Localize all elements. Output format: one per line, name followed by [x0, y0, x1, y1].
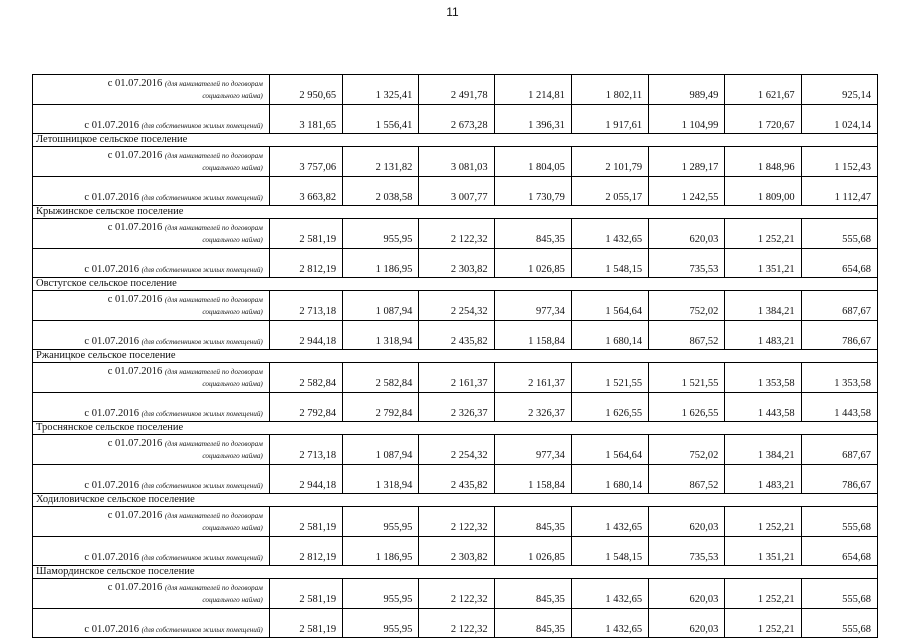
tariff-value: 620,03 [649, 507, 725, 537]
tariff-value: 555,68 [801, 507, 877, 537]
tenants-row-label [33, 147, 270, 177]
section-title: Шамординское сельское поселение [33, 566, 878, 579]
owners-row [33, 537, 878, 566]
tenants-note-a: (для нанимателей по договорам [164, 151, 263, 160]
owners-row [33, 105, 878, 134]
tariff-value: 2 326,37 [494, 393, 571, 422]
tariff-value: 845,35 [494, 507, 571, 537]
tariff-value: 2 131,82 [343, 147, 419, 177]
tariff-value: 1 318,94 [343, 465, 419, 494]
tariff-value: 1 802,11 [571, 75, 648, 105]
tariff-value: 989,49 [649, 75, 725, 105]
tariff-value: 2 944,18 [269, 465, 342, 494]
tariff-value: 2 101,79 [571, 147, 648, 177]
tenants-row-label [33, 435, 270, 465]
owners-row [33, 465, 878, 494]
tariff-value: 2 812,19 [269, 537, 342, 566]
tenants-date: с 01.07.2016 [107, 581, 163, 593]
section-title: Ходиловичское сельское поселение [33, 494, 878, 507]
tariff-value: 845,35 [494, 219, 571, 249]
section-row [33, 206, 878, 219]
tariff-value: 1 917,61 [571, 105, 648, 134]
tariff-value: 752,02 [649, 435, 725, 465]
tariff-value: 1 384,21 [725, 435, 801, 465]
tariff-value: 1 252,21 [725, 609, 801, 638]
tenants-note-a: (для нанимателей по договорам [164, 295, 263, 304]
tariff-value: 2 950,65 [269, 75, 342, 105]
tariff-value: 845,35 [494, 609, 571, 638]
owners-row-label [33, 105, 270, 134]
owners-note: (для собственников жилых помещений) [141, 482, 263, 490]
tariff-value: 1 521,55 [649, 363, 725, 393]
tariff-value: 1 432,65 [571, 609, 648, 638]
tariff-value: 1 252,21 [725, 507, 801, 537]
tenants-row [33, 75, 878, 105]
tenants-date: с 01.07.2016 [107, 77, 163, 89]
owners-note: (для собственников жилых помещений) [141, 410, 263, 418]
owners-row-label [33, 393, 270, 422]
tariff-value: 2 161,37 [419, 363, 494, 393]
tariff-value: 1 026,85 [494, 249, 571, 278]
owners-row [33, 177, 878, 206]
tenants-row-label [33, 363, 270, 393]
tariff-value: 1 396,31 [494, 105, 571, 134]
tariff-value: 1 483,21 [725, 321, 801, 350]
owners-note: (для собственников жилых помещений) [141, 266, 263, 274]
tariff-value: 1 809,00 [725, 177, 801, 206]
tariff-value: 1 680,14 [571, 465, 648, 494]
tariff-value: 955,95 [343, 609, 419, 638]
tariff-value: 735,53 [649, 249, 725, 278]
tariff-value: 1 242,55 [649, 177, 725, 206]
tariff-value: 555,68 [801, 219, 877, 249]
owners-row-label [33, 537, 270, 566]
tariff-value: 2 491,78 [419, 75, 494, 105]
owners-note: (для собственников жилых помещений) [141, 338, 263, 346]
tariff-table [32, 74, 878, 638]
tariff-value: 1 152,43 [801, 147, 877, 177]
tariff-value: 1 432,65 [571, 219, 648, 249]
tariff-value: 2 792,84 [343, 393, 419, 422]
section-row [33, 494, 878, 507]
owners-row [33, 249, 878, 278]
tariff-value: 2 435,82 [419, 321, 494, 350]
tariff-value: 1 680,14 [571, 321, 648, 350]
tenants-row [33, 363, 878, 393]
tariff-value: 1 104,99 [649, 105, 725, 134]
tenants-row [33, 147, 878, 177]
tariff-value: 1 384,21 [725, 291, 801, 321]
owners-row-label [33, 177, 270, 206]
tariff-value: 977,34 [494, 435, 571, 465]
tariff-value: 1 556,41 [343, 105, 419, 134]
tariff-value: 867,52 [649, 321, 725, 350]
tariff-value: 735,53 [649, 537, 725, 566]
owners-note: (для собственников жилых помещений) [141, 194, 263, 202]
section-row [33, 134, 878, 147]
tenants-note-a: (для нанимателей по договорам [164, 223, 263, 232]
tariff-value: 2 812,19 [269, 249, 342, 278]
tariff-value: 2 713,18 [269, 435, 342, 465]
tariff-value: 2 254,32 [419, 291, 494, 321]
owners-row [33, 321, 878, 350]
tariff-value: 1 626,55 [649, 393, 725, 422]
tenants-date: с 01.07.2016 [107, 293, 163, 305]
owners-date: с 01.07.2016 [84, 336, 139, 347]
tenants-date: с 01.07.2016 [107, 365, 163, 377]
tariff-value: 1 720,67 [725, 105, 801, 134]
owners-note: (для собственников жилых помещений) [141, 554, 263, 562]
tariff-value: 2 792,84 [269, 393, 342, 422]
tariff-value: 1 548,15 [571, 537, 648, 566]
tenants-date: с 01.07.2016 [107, 509, 163, 521]
tariff-value: 2 122,32 [419, 609, 494, 638]
tariff-value: 1 443,58 [801, 393, 877, 422]
tariff-value: 1 432,65 [571, 579, 648, 609]
tenants-note-b: социального найма) [202, 235, 263, 244]
owners-date: с 01.07.2016 [84, 624, 139, 635]
tariff-value: 1 112,47 [801, 177, 877, 206]
tenants-note-b: социального найма) [202, 379, 263, 388]
tenants-row [33, 219, 878, 249]
section-row [33, 566, 878, 579]
tenants-row [33, 435, 878, 465]
tenants-date: с 01.07.2016 [107, 437, 163, 449]
tariff-value: 955,95 [343, 507, 419, 537]
tariff-value: 925,14 [801, 75, 877, 105]
owners-date: с 01.07.2016 [84, 480, 139, 491]
tariff-value: 1 548,15 [571, 249, 648, 278]
tariff-value: 1 024,14 [801, 105, 877, 134]
tariff-value: 1 252,21 [725, 579, 801, 609]
page-number: 11 [446, 5, 459, 19]
tariff-value: 2 122,32 [419, 579, 494, 609]
tariff-value: 786,67 [801, 465, 877, 494]
owners-date: с 01.07.2016 [84, 264, 139, 275]
tariff-value: 1 087,94 [343, 291, 419, 321]
tariff-value: 1 252,21 [725, 219, 801, 249]
owners-row-label [33, 321, 270, 350]
tariff-value: 3 081,03 [419, 147, 494, 177]
tenants-date: с 01.07.2016 [107, 149, 163, 161]
tariff-value: 1 483,21 [725, 465, 801, 494]
tariff-value: 1 730,79 [494, 177, 571, 206]
tariff-value: 1 026,85 [494, 537, 571, 566]
tenants-note-a: (для нанимателей по договорам [164, 583, 263, 592]
tenants-note-a: (для нанимателей по договорам [164, 79, 263, 88]
tariff-value: 2 435,82 [419, 465, 494, 494]
tenants-row-label [33, 579, 270, 609]
tariff-value: 1 158,84 [494, 465, 571, 494]
tariff-value: 1 626,55 [571, 393, 648, 422]
owners-date: с 01.07.2016 [84, 192, 139, 203]
owners-row [33, 609, 878, 638]
tariff-value: 654,68 [801, 537, 877, 566]
tariff-value: 620,03 [649, 219, 725, 249]
tariff-value: 1 353,58 [801, 363, 877, 393]
tenants-note-b: социального найма) [202, 307, 263, 316]
tariff-value: 1 564,64 [571, 435, 648, 465]
tenants-note-b: социального найма) [202, 523, 263, 532]
section-row [33, 278, 878, 291]
tariff-value: 1 186,95 [343, 537, 419, 566]
tariff-value: 1 564,64 [571, 291, 648, 321]
owners-row-label [33, 249, 270, 278]
tenants-row-label [33, 291, 270, 321]
tariff-value: 2 161,37 [494, 363, 571, 393]
tariff-value: 1 289,17 [649, 147, 725, 177]
tariff-value: 2 581,19 [269, 579, 342, 609]
tenants-note-b: социального найма) [202, 91, 263, 100]
tariff-value: 1 318,94 [343, 321, 419, 350]
tariff-value: 555,68 [801, 579, 877, 609]
tariff-value: 2 326,37 [419, 393, 494, 422]
tariff-value: 2 122,32 [419, 507, 494, 537]
tariff-value: 654,68 [801, 249, 877, 278]
section-title: Крыжинское сельское поселение [33, 206, 878, 219]
tariff-value: 2 581,19 [269, 609, 342, 638]
tariff-value: 955,95 [343, 579, 419, 609]
section-title: Троснянское сельское поселение [33, 422, 878, 435]
owners-row-label [33, 609, 270, 638]
tenants-date: с 01.07.2016 [107, 221, 163, 233]
tariff-value: 1 521,55 [571, 363, 648, 393]
tariff-value: 2 254,32 [419, 435, 494, 465]
section-title: Летошницкое сельское поселение [33, 134, 878, 147]
owners-note: (для собственников жилых помещений) [141, 626, 263, 634]
section-title: Ржаницкое сельское поселение [33, 350, 878, 363]
tariff-value: 752,02 [649, 291, 725, 321]
tariff-value: 3 181,65 [269, 105, 342, 134]
tariff-value: 3 663,82 [269, 177, 342, 206]
owners-date: с 01.07.2016 [84, 408, 139, 419]
section-row [33, 422, 878, 435]
tariff-value: 3 757,06 [269, 147, 342, 177]
tariff-value: 786,67 [801, 321, 877, 350]
tariff-value: 2 582,84 [343, 363, 419, 393]
tariff-value: 2 055,17 [571, 177, 648, 206]
owners-row-label [33, 465, 270, 494]
tariff-value: 2 581,19 [269, 507, 342, 537]
tenants-row [33, 291, 878, 321]
tariff-value: 1 351,21 [725, 537, 801, 566]
tariff-value: 1 848,96 [725, 147, 801, 177]
tariff-value: 555,68 [801, 609, 877, 638]
tenants-note-a: (для нанимателей по договорам [164, 439, 263, 448]
tariff-value: 1 186,95 [343, 249, 419, 278]
tariff-value: 2 673,28 [419, 105, 494, 134]
tenants-note-b: социального найма) [202, 595, 263, 604]
section-row [33, 350, 878, 363]
tenants-row [33, 507, 878, 537]
tenants-note-a: (для нанимателей по договорам [164, 511, 263, 520]
tariff-value: 2 581,19 [269, 219, 342, 249]
tariff-value: 845,35 [494, 579, 571, 609]
owners-note: (для собственников жилых помещений) [141, 122, 263, 130]
tariff-value: 620,03 [649, 579, 725, 609]
section-title: Овстугское сельское поселение [33, 278, 878, 291]
tariff-value: 1 158,84 [494, 321, 571, 350]
tariff-value: 2 122,32 [419, 219, 494, 249]
tariff-value: 867,52 [649, 465, 725, 494]
tenants-row-label [33, 219, 270, 249]
tariff-value: 2 582,84 [269, 363, 342, 393]
tariff-value: 1 353,58 [725, 363, 801, 393]
tariff-value: 955,95 [343, 219, 419, 249]
tariff-table-body [33, 75, 878, 638]
owners-row [33, 393, 878, 422]
tariff-value: 2 944,18 [269, 321, 342, 350]
owners-date: с 01.07.2016 [84, 120, 139, 131]
tariff-value: 687,67 [801, 291, 877, 321]
tenants-row-label [33, 75, 270, 105]
tenants-note-a: (для нанимателей по договорам [164, 367, 263, 376]
tenants-row [33, 579, 878, 609]
tariff-value: 2 713,18 [269, 291, 342, 321]
owners-date: с 01.07.2016 [84, 552, 139, 563]
tariff-value: 1 087,94 [343, 435, 419, 465]
tariff-value: 1 214,81 [494, 75, 571, 105]
tariff-value: 2 038,58 [343, 177, 419, 206]
tariff-value: 1 443,58 [725, 393, 801, 422]
tariff-value: 1 432,65 [571, 507, 648, 537]
tariff-value: 1 804,05 [494, 147, 571, 177]
tariff-value: 977,34 [494, 291, 571, 321]
tariff-value: 3 007,77 [419, 177, 494, 206]
tariff-value: 620,03 [649, 609, 725, 638]
tenants-row-label [33, 507, 270, 537]
tenants-note-b: социального найма) [202, 163, 263, 172]
tariff-value: 687,67 [801, 435, 877, 465]
tariff-value: 1 351,21 [725, 249, 801, 278]
tariff-value: 1 621,67 [725, 75, 801, 105]
tariff-value: 1 325,41 [343, 75, 419, 105]
tariff-value: 2 303,82 [419, 249, 494, 278]
tariff-value: 2 303,82 [419, 537, 494, 566]
tenants-note-b: социального найма) [202, 451, 263, 460]
